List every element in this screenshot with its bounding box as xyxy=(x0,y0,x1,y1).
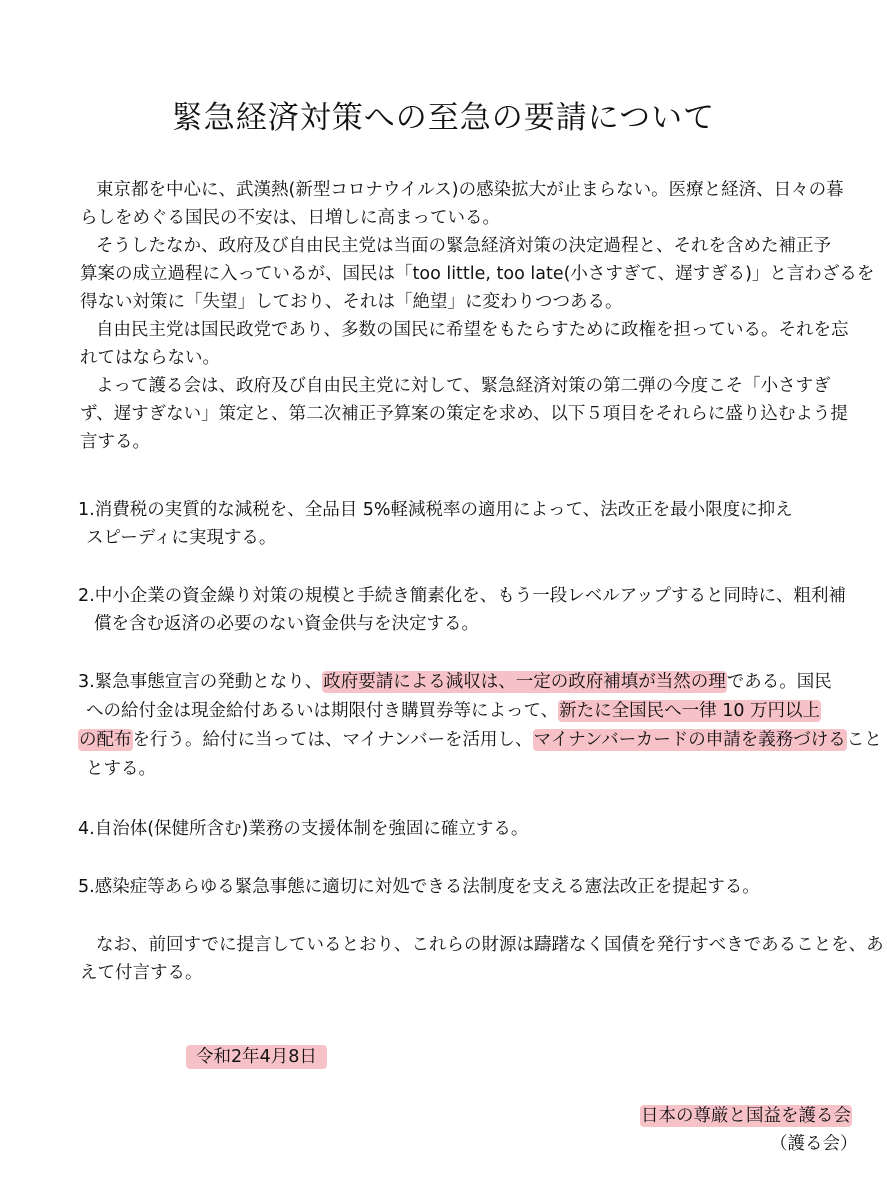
intro-line: よって護る会は、政府及び自由民主党に対して、緊急経済対策の第二弾の今度こそ「小さすぎ xyxy=(96,376,831,396)
intro-line: れてはならない。 xyxy=(80,348,220,368)
closing-line: えて付言する。 xyxy=(80,963,203,983)
proposal-item-3-cont: とする。 xyxy=(86,759,156,779)
intro-line: そうしたなか、政府及び自由民主党は当面の緊急経済対策の決定過程と、それを含めた補正予 xyxy=(96,236,831,256)
proposal-item-3-cont xyxy=(86,699,821,723)
proposal-item-1-cont: スピーディに実現する。 xyxy=(86,528,277,548)
document-title: 緊急経済対策への至急の要請について xyxy=(171,100,716,136)
signature-org xyxy=(640,1104,852,1128)
item-3-text: 3.緊急事態宣言の発動となり、 xyxy=(78,672,323,692)
item-3-text: への給付金は現金給付あるいは期限付き購買券等によって、 xyxy=(86,701,559,721)
intro-line: 自由民主党は国民政党であり、多数の国民に希望をもたらすために政権を担っている。それを忘 xyxy=(96,320,849,340)
document-date xyxy=(186,1045,327,1069)
intro-line: ず、遅すぎない」策定と、第二次補正予算案の策定を求め、以下５項目をそれらに盛り込むよう提 xyxy=(80,404,848,424)
org-highlight: 日本の尊厳と国益を護る会 xyxy=(641,1106,851,1126)
proposal-item-4: 4.自治体(保健所含む)業務の支援体制を強固に確立する。 xyxy=(78,819,529,839)
proposal-item-3-cont xyxy=(78,728,882,752)
intro-line: 東京都を中心に、武漢熱(新型コロナウイルス)の感染拡大が止まらない。医療と経済、日々の暮 xyxy=(96,180,844,200)
item-3-text: である。国民 xyxy=(726,672,832,692)
proposal-item-5: 5.感染症等あらゆる緊急事態に適切に対処できる法制度を支える憲法改正を提起する。 xyxy=(78,877,760,897)
proposal-item-1: 1.消費税の実質的な減税を、全品目 5%軽減税率の適用によって、法改正を最小限度に抑え xyxy=(78,500,793,520)
highlighted-text: マイナンバーカードの申請を義務づける xyxy=(533,730,846,750)
intro-line: らしをめぐる国民の不安は、日増しに高まっている。 xyxy=(80,208,500,228)
highlighted-text: 政府要請による減収は、一定の政府補填が当然の理 xyxy=(323,672,726,692)
date-highlight: 令和2年4月8日 xyxy=(186,1045,327,1069)
signature-short: （護る会） xyxy=(770,1134,858,1154)
highlighted-text: の配布 xyxy=(79,730,132,750)
closing-line: なお、前回すでに提言しているとおり、これらの財源は躊躇なく国債を発行すべきであることを、あ xyxy=(96,935,884,955)
proposal-item-3 xyxy=(78,670,832,694)
item-3-text: を行う。給付に当っては、マイナンバーを活用し、 xyxy=(132,730,533,750)
item-3-text: こと xyxy=(846,730,882,750)
intro-line: 言する。 xyxy=(80,432,150,452)
proposal-item-2-cont: 償を含む返済の必要のない資金供与を決定する。 xyxy=(94,614,479,634)
intro-line: 算案の成立過程に入っているが、国民は「too little, too late(小さすぎて、遅すぎる)」と言わざるを xyxy=(80,264,875,284)
intro-line: 得ない対策に「失望」しており、それは「絶望」に変わりつつある。 xyxy=(80,292,623,312)
proposal-item-2: 2.中小企業の資金繰り対策の規模と手続き簡素化を、もう一段レベルアップすると同時に、粗利補 xyxy=(78,586,846,606)
highlighted-text: 新たに全国民へ一律 10 万円以上 xyxy=(559,701,821,721)
